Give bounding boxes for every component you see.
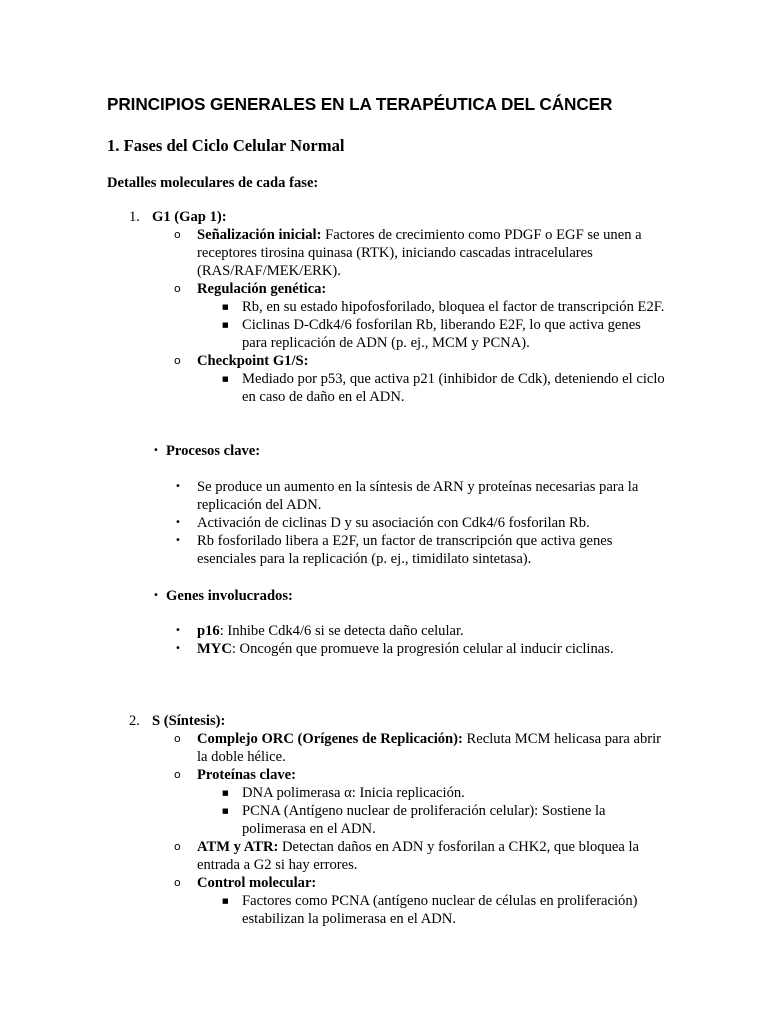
detail-text: Ciclinas D-Cdk4/6 fosforilan Rb, liberando E2F, lo que activa genes para replicación de ADN (p. ej., MCM y PCNA). [242, 317, 641, 351]
sub-item-orc [0, 730, 768, 766]
gene-name: MYC [197, 641, 232, 657]
page-title: PRINCIPIOS GENERALES EN LA TERAPÉUTICA DEL CÁNCER [107, 94, 613, 114]
bullet-icon: • [153, 445, 159, 456]
bullet-icon: • [175, 517, 181, 528]
detail-item [0, 316, 768, 352]
genes-heading [0, 587, 768, 605]
sub-item-regulacion [0, 280, 768, 298]
list-item-text: Rb fosforilado libera a E2F, un factor de transcripción que activa genes esenciales para la replicación (p. ej., timidilato sintetasa). [197, 533, 613, 567]
detail-text: Factores como PCNA (antígeno nuclear de células en proliferación) estabilizan la polimerasa en el ADN. [242, 893, 638, 927]
sub-item-text: Detectan daños en ADN y fosforilan a CHK2, que bloquea la entrada a G2 si hay errores. [197, 839, 640, 873]
square-bullet-icon: ■ [222, 897, 229, 905]
genes-label: Genes involucrados: [166, 588, 293, 604]
sub-item-label: Regulación genética: [197, 281, 327, 297]
detail-item [0, 784, 768, 802]
list-item [0, 478, 768, 514]
sub-item-label: Señalización inicial: [197, 227, 322, 243]
sub-item-label: ATM y ATR: [197, 839, 279, 855]
sub-item-label: Complejo ORC (Orígenes de Replicación): [197, 731, 463, 747]
sub-item-checkpoint [0, 352, 768, 370]
sub-item-atm [0, 838, 768, 874]
genes-block [0, 587, 768, 605]
list-item-text: Activación de ciclinas D y su asociación con Cdk4/6 fosforilan Rb. [197, 515, 590, 531]
sub-item-label: Proteínas clave: [197, 767, 297, 783]
detail-text: Rb, en su estado hipofosforilado, bloquea el factor de transcripción E2F. [242, 299, 665, 315]
procesos-block [0, 442, 768, 460]
sub-item-senalizacion [0, 226, 768, 280]
detail-item [0, 802, 768, 838]
sub-item-text: Factores de crecimiento como PDGF o EGF se unen a receptores tirosina quinasa (RTK), iniciando cascadas intracelulares (RAS/RAF/MEK/ERK). [197, 227, 642, 279]
square-bullet-icon: ■ [222, 375, 229, 383]
section-heading: 1. Fases del Ciclo Celular Normal [107, 136, 345, 155]
sub-item-proteinas [0, 766, 768, 784]
bullet-icon: • [175, 643, 181, 654]
sub-item-control [0, 874, 768, 892]
bullet-icon: • [153, 590, 159, 601]
genes-list [0, 622, 768, 658]
g1-label: G1 (Gap 1): [152, 209, 227, 225]
square-bullet-icon: ■ [222, 807, 229, 815]
procesos-heading [0, 442, 768, 460]
s-label: S (Síntesis): [152, 713, 226, 729]
bullet-icon: • [175, 535, 181, 546]
list-item-text: Se produce un aumento en la síntesis de ARN y proteínas necesarias para la replicación del ADN. [197, 479, 639, 513]
detail-item [0, 892, 768, 928]
s-phase-block [0, 712, 768, 928]
sub-item-label: Checkpoint G1/S: [197, 353, 309, 369]
gene-name: p16 [197, 623, 220, 639]
list-item [0, 640, 768, 658]
list-item [0, 532, 768, 568]
circle-bullet-icon: o [174, 228, 181, 241]
detail-item [0, 370, 768, 406]
g1-phase-block [0, 208, 768, 406]
sub-item-label: Control molecular: [197, 875, 317, 891]
procesos-label: Procesos clave: [166, 443, 261, 459]
circle-bullet-icon: o [174, 282, 181, 295]
list-number: 1. [129, 209, 140, 225]
list-item [0, 514, 768, 532]
square-bullet-icon: ■ [222, 303, 229, 311]
bullet-icon: • [175, 481, 181, 492]
g1-item [0, 208, 768, 226]
square-bullet-icon: ■ [222, 789, 229, 797]
circle-bullet-icon: o [174, 354, 181, 367]
list-item [0, 622, 768, 640]
detail-text: PCNA (Antígeno nuclear de proliferación celular): Sostiene la polimerasa en el ADN. [242, 803, 606, 837]
circle-bullet-icon: o [174, 840, 181, 853]
procesos-list [0, 478, 768, 568]
s-item [0, 712, 768, 730]
detail-item [0, 298, 768, 316]
square-bullet-icon: ■ [222, 321, 229, 329]
bullet-icon: • [175, 625, 181, 636]
gene-description: : Inhibe Cdk4/6 si se detecta daño celular. [219, 623, 464, 639]
circle-bullet-icon: o [174, 768, 181, 781]
circle-bullet-icon: o [174, 876, 181, 889]
subheading: Detalles moleculares de cada fase: [107, 175, 319, 191]
gene-description: : Oncogén que promueve la progresión celular al inducir ciclinas. [231, 641, 614, 657]
list-number: 2. [129, 713, 140, 729]
detail-text: Mediado por p53, que activa p21 (inhibidor de Cdk), deteniendo el ciclo en caso de daño en el ADN. [242, 371, 665, 405]
circle-bullet-icon: o [174, 732, 181, 745]
sub-item-text: Recluta MCM helicasa para abrir la doble hélice. [197, 731, 662, 765]
detail-text: DNA polimerasa α: Inicia replicación. [242, 785, 465, 801]
